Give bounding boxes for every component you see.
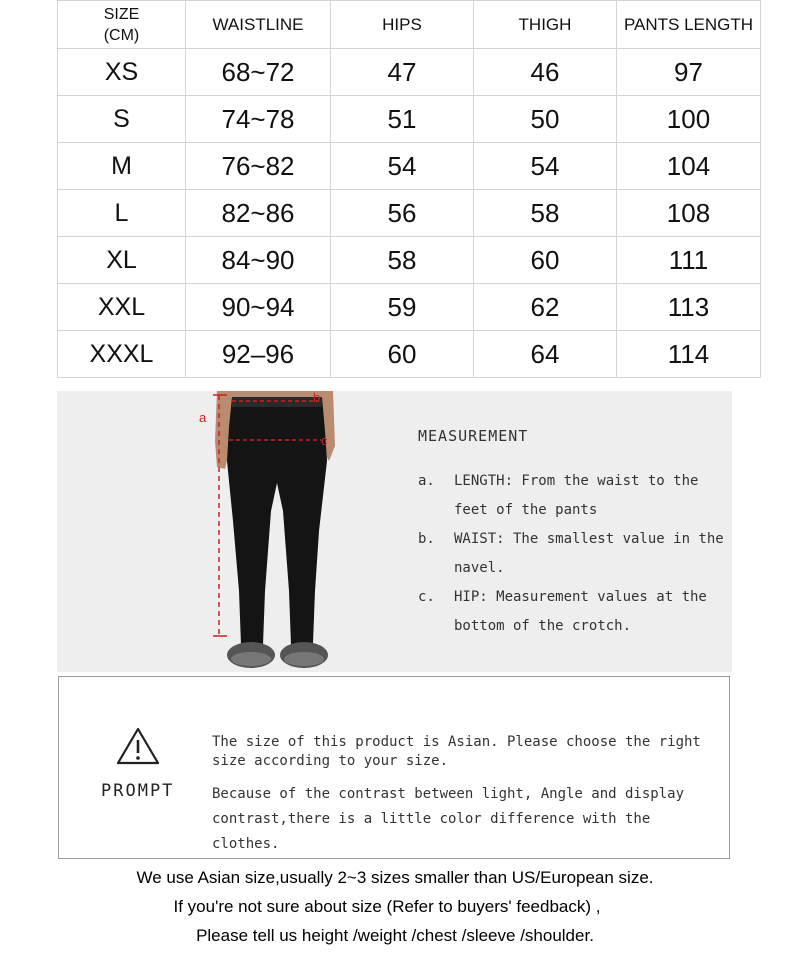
thigh-cell: 62	[474, 284, 617, 331]
table-row	[58, 143, 761, 190]
hips-cell: 56	[331, 190, 474, 237]
hips-cell: 59	[331, 284, 474, 331]
measurement-panel	[57, 391, 732, 672]
size-chart-header-row	[58, 1, 761, 49]
size-cell: XXL	[58, 284, 186, 331]
waistline-cell: 82~86	[186, 190, 331, 237]
thigh-cell: 46	[474, 49, 617, 96]
waistline-cell: 84~90	[186, 237, 331, 284]
table-row	[58, 96, 761, 143]
size-cell: S	[58, 96, 186, 143]
header-pants-length: PANTS LENGTH	[617, 1, 761, 49]
marker-c-label: c	[321, 433, 328, 448]
table-row	[58, 237, 761, 284]
header-waistline: WAISTLINE	[186, 1, 331, 49]
thigh-cell: 60	[474, 237, 617, 284]
note-tell-measurements: Please tell us height /weight /chest /sleeve /shoulder.	[196, 926, 594, 945]
size-cell: XS	[58, 49, 186, 96]
prompt-text-size-note: The size of this product is Asian. Please choose the right size according to your size.	[212, 734, 701, 769]
table-row	[58, 49, 761, 96]
hips-cell: 60	[331, 331, 474, 378]
pants-length-cell: 108	[617, 190, 761, 237]
note-buyers-feedback: If you're not sure about size (Refer to buyers' feedback) ,	[173, 897, 601, 916]
measurement-item-text: LENGTH: From the waist to the feet of the pants	[454, 473, 699, 518]
header-thigh: THIGH	[474, 1, 617, 49]
waistline-cell: 68~72	[186, 49, 331, 96]
waistline-cell: 92–96	[186, 331, 331, 378]
note-asian-size: We use Asian size,usually 2~3 sizes smaller than US/European size.	[136, 868, 654, 887]
thigh-cell: 50	[474, 96, 617, 143]
marker-b-label: b	[313, 391, 321, 405]
size-cell: L	[58, 190, 186, 237]
waistline-cell: 74~78	[186, 96, 331, 143]
hips-cell: 54	[331, 143, 474, 190]
pants-length-cell: 104	[617, 143, 761, 190]
header-hips: HIPS	[331, 1, 474, 49]
measurement-description	[418, 427, 728, 641]
measurement-item-text: HIP: Measurement values at the bottom of the crotch.	[454, 589, 707, 634]
measurement-item-letter: b.	[418, 531, 435, 547]
table-row	[58, 284, 761, 331]
measurement-item-text: WAIST: The smallest value in the navel.	[454, 531, 724, 576]
measurement-item-letter: c.	[418, 589, 435, 605]
measurement-item-waist	[418, 525, 728, 582]
table-row	[58, 190, 761, 237]
waistline-cell: 76~82	[186, 143, 331, 190]
pants-length-cell: 114	[617, 331, 761, 378]
table-row	[58, 331, 761, 378]
prompt-label: PROMPT	[101, 781, 175, 801]
hips-cell: 51	[331, 96, 474, 143]
prompt-box	[58, 676, 730, 859]
hips-cell: 58	[331, 237, 474, 284]
right-shoe-sole	[284, 652, 324, 666]
waistline-cell: 90~94	[186, 284, 331, 331]
warning-icon	[116, 727, 160, 765]
thigh-cell: 64	[474, 331, 617, 378]
pants-waistband	[232, 397, 322, 407]
hips-cell: 47	[331, 49, 474, 96]
measurement-item-letter: a.	[418, 473, 435, 489]
pants-length-cell: 111	[617, 237, 761, 284]
pants-length-cell: 100	[617, 96, 761, 143]
thigh-cell: 58	[474, 190, 617, 237]
pants-length-cell: 113	[617, 284, 761, 331]
measurement-item-hip	[418, 583, 728, 640]
size-cell: M	[58, 143, 186, 190]
pants-shape	[227, 397, 327, 645]
thigh-cell: 54	[474, 143, 617, 190]
measurement-title: MEASUREMENT	[418, 427, 529, 445]
size-chart-table	[57, 0, 761, 378]
measurement-item-length	[418, 467, 728, 524]
header-size: SIZE (CM)	[58, 1, 186, 49]
left-shoe-sole	[231, 652, 271, 666]
marker-a-label: a	[199, 410, 207, 425]
pants-model-figure	[57, 391, 387, 672]
pants-length-cell: 97	[617, 49, 761, 96]
size-cell: XXXL	[58, 331, 186, 378]
prompt-text-color-note: Because of the contrast between light, Angle and display contrast,there is a little color difference with the clothes.	[212, 786, 685, 852]
size-cell: XL	[58, 237, 186, 284]
